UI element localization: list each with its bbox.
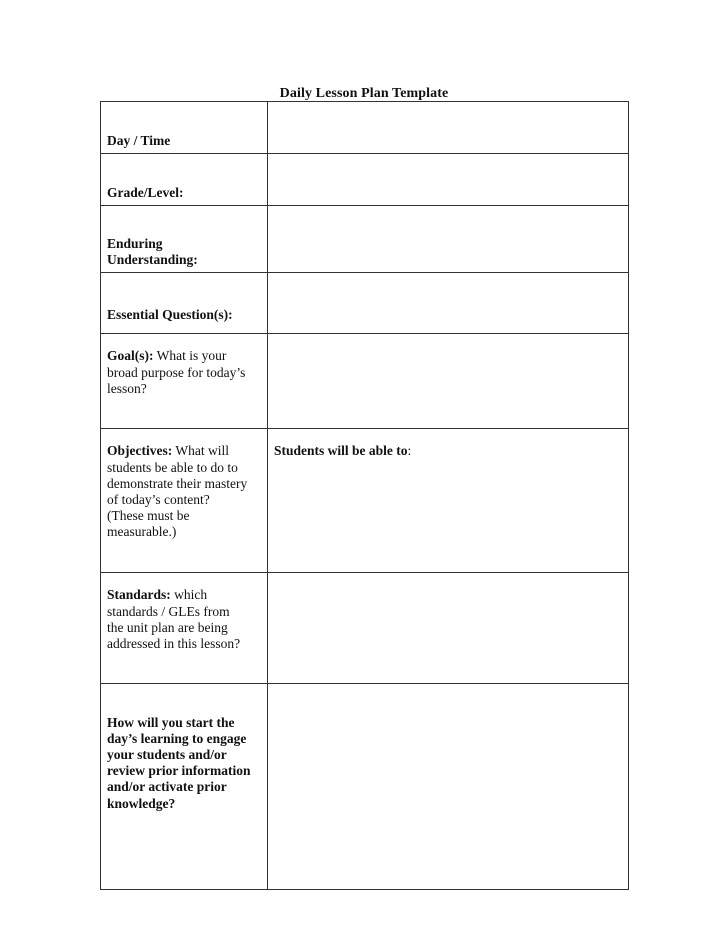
row-label-objectives: Objectives:: [107, 443, 173, 459]
row-label-essential-questions: Essential Question(s):: [107, 306, 233, 322]
entry-cell-goals[interactable]: [268, 334, 629, 429]
label-cell: [101, 273, 268, 334]
row-description-objectives: What will students be able to do to demonstrate their mastery of today’s content? (These must be measurable.): [107, 443, 248, 540]
label-cell: [101, 684, 268, 890]
entry-cell-day-time[interactable]: [268, 102, 629, 154]
table-row-objectives: [101, 429, 629, 573]
table-row-enduring-understanding: [101, 205, 629, 273]
label-cell: [101, 334, 268, 429]
row-label-goals: Goal(s):: [107, 348, 154, 364]
table-row-grade-level: [101, 154, 629, 205]
document-title: Daily Lesson Plan Template: [279, 86, 449, 101]
row-label-enduring-understanding: Enduring Understanding:: [107, 236, 198, 268]
table-row-engagement: [101, 684, 629, 890]
row-label-day-time: Day / Time: [107, 133, 171, 149]
entry-cell-grade-level[interactable]: [268, 154, 629, 205]
prompt-colon: :: [407, 443, 412, 459]
students-able-to-prompt: Students will be able to: [274, 443, 408, 459]
entry-cell-engagement[interactable]: [268, 684, 629, 890]
table-row-day-time: [101, 102, 629, 154]
lesson-plan-table: [100, 101, 629, 890]
row-label-standards: Standards:: [107, 587, 171, 603]
entry-cell-standards[interactable]: [268, 573, 629, 684]
entry-cell-objectives[interactable]: [268, 429, 629, 573]
row-label-engagement: How will you start the day’s learning to engage your students and/or review prior information and/or activate prior knowledge?: [107, 714, 251, 811]
label-cell: [101, 154, 268, 205]
table-row-standards: [101, 573, 629, 684]
table-row-essential-questions: [101, 273, 629, 334]
label-cell: [101, 102, 268, 154]
row-description-standards: which standards / GLEs from the unit plan are being addressed in this lesson?: [107, 587, 241, 652]
label-cell: [101, 429, 268, 573]
label-cell: [101, 205, 268, 273]
table-row-goals: [101, 334, 629, 429]
row-description-goals: What is your broad purpose for today’s lesson?: [107, 348, 246, 396]
entry-cell-essential-questions[interactable]: [268, 273, 629, 334]
entry-cell-enduring-understanding[interactable]: [268, 205, 629, 273]
label-cell: [101, 573, 268, 684]
row-label-grade-level: Grade/Level:: [107, 184, 184, 200]
